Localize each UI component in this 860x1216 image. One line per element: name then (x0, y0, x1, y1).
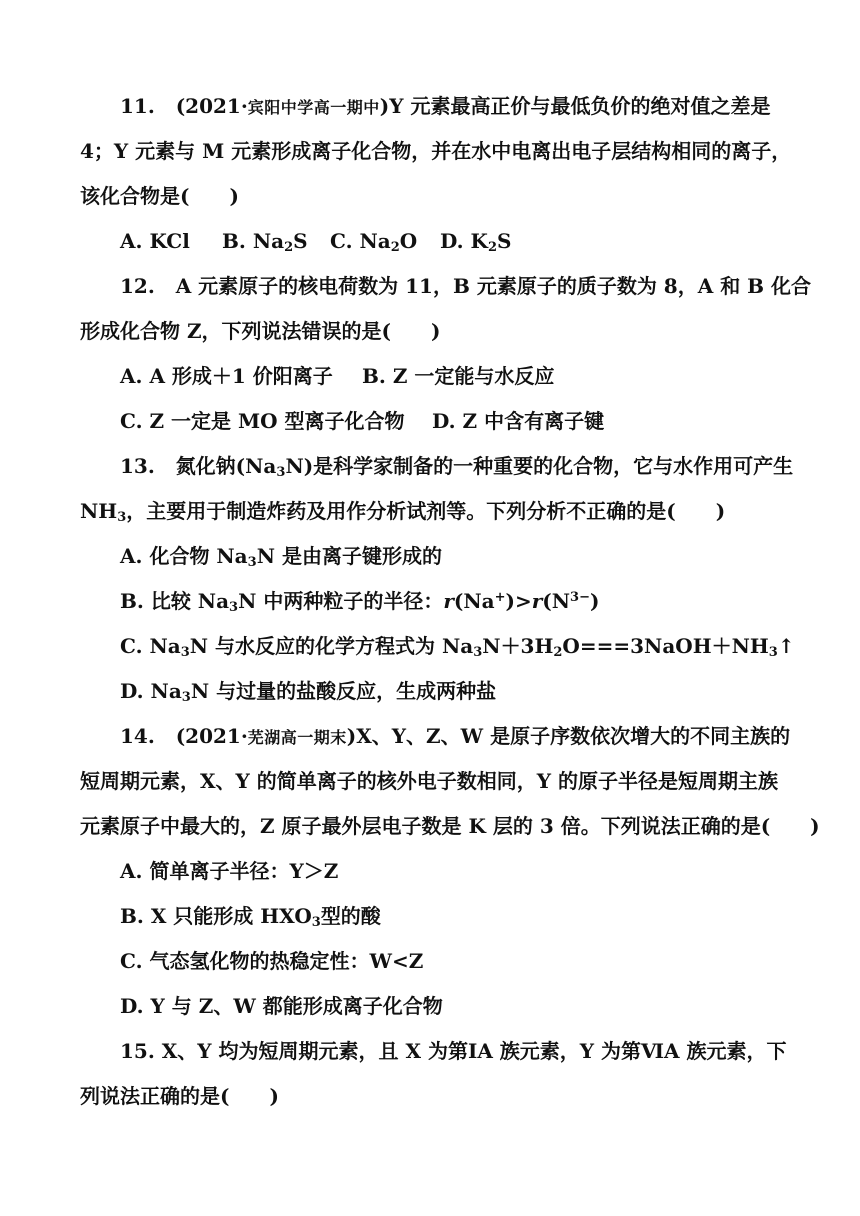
q11-option-b: B. $Na_2S$ (222, 229, 308, 255)
q13-option-a: A. 化合物 $Na_3N$ 是由离子键形成的 (120, 544, 442, 570)
q11-line-1: 11. (2021·宾阳中学高一期中)Y 元素最高正价与最低负价的绝对值之差是 (120, 94, 771, 118)
q12-option-d: D. Z 中含有离子键 (432, 409, 605, 433)
q14-line-2: 短周期元素，X、Y 的简单离子的核外电子数相同，Y 的原子半径是短周期主族 (80, 769, 778, 793)
q14-option-b: B. X 只能形成 $HXO_3$型的酸 (120, 904, 381, 930)
q13-line-1: 13. 氮化钠$(Na_3N)$是科学家制备的一种重要的化合物，它与水作用可产生 (120, 454, 794, 480)
gas-arrow-icon: ↑ (777, 634, 795, 658)
q11-line-3: 该化合物是( ) (80, 184, 239, 208)
q12-number: 12. (120, 274, 155, 298)
q12-line-1: 12. A 元素原子的核电荷数为 11，B 元素原子的质子数为 8，A 和 B 化合 (120, 274, 812, 298)
q12-option-a: A. A 形成＋1 价阳离子 (120, 364, 333, 388)
q13-number: 13. (120, 454, 155, 478)
q11-number: 11. (120, 94, 155, 118)
q11-option-a: A. KCl (120, 229, 190, 253)
q14-line-1: 14. (2021·芜湖高一期末)X、Y、Z、W 是原子序数依次增大的不同主族的 (120, 724, 791, 748)
q12-option-b: B. Z 一定能与水反应 (362, 364, 555, 388)
q12-option-c: C. Z 一定是 MO 型离子化合物 (120, 409, 405, 433)
q11-line-2: 4；Y 元素与 M 元素形成离子化合物，并在水中电离出电子层结构相同的离子， (80, 139, 792, 163)
q13-option-b: B. 比较 $Na_3N$ 中两种粒子的半径：$r(Na^+)>r(N^{3-})$ (120, 589, 600, 615)
q14-option-d: D. Y 与 Z、W 都能形成离子化合物 (120, 994, 443, 1018)
q13-option-d: D. $Na_3N$ 与过量的盐酸反应，生成两种盐 (120, 679, 497, 705)
q13-option-c: C. $Na_3N$ 与水反应的化学方程式为 $Na_3N+3H_2O===3NaOH+NH_3↑$ (120, 634, 795, 660)
q11-option-c: C. $Na_2O$ (330, 229, 418, 255)
q15-line-2: 列说法正确的是( ) (80, 1084, 279, 1108)
q14-option-a: A. 简单离子半径：Y＞Z (120, 859, 339, 883)
q11-option-d: D. $K_2S$ (440, 229, 512, 255)
q15-line-1: 15. X、Y 均为短周期元素，且 X 为第ⅠA 族元素，Y 为第ⅥA 族元素，下 (120, 1039, 787, 1063)
q12-line-2: 形成化合物 Z，下列说法错误的是( ) (80, 319, 441, 343)
q14-number: 14. (120, 724, 155, 748)
q14-source: 芜湖高一期末 (247, 728, 347, 747)
q14-line-3: 元素原子中最大的，Z 原子最外层电子数是 K 层的 3 倍。下列说法正确的是( ) (80, 814, 820, 838)
q14-option-c: C. 气态氢化物的热稳定性：W<Z (120, 949, 424, 973)
q11-source: 宾阳中学高一期中 (247, 98, 380, 117)
q13-line-2: $NH_3$，主要用于制造炸药及用作分析试剂等。下列分析不正确的是( ) (80, 499, 726, 525)
